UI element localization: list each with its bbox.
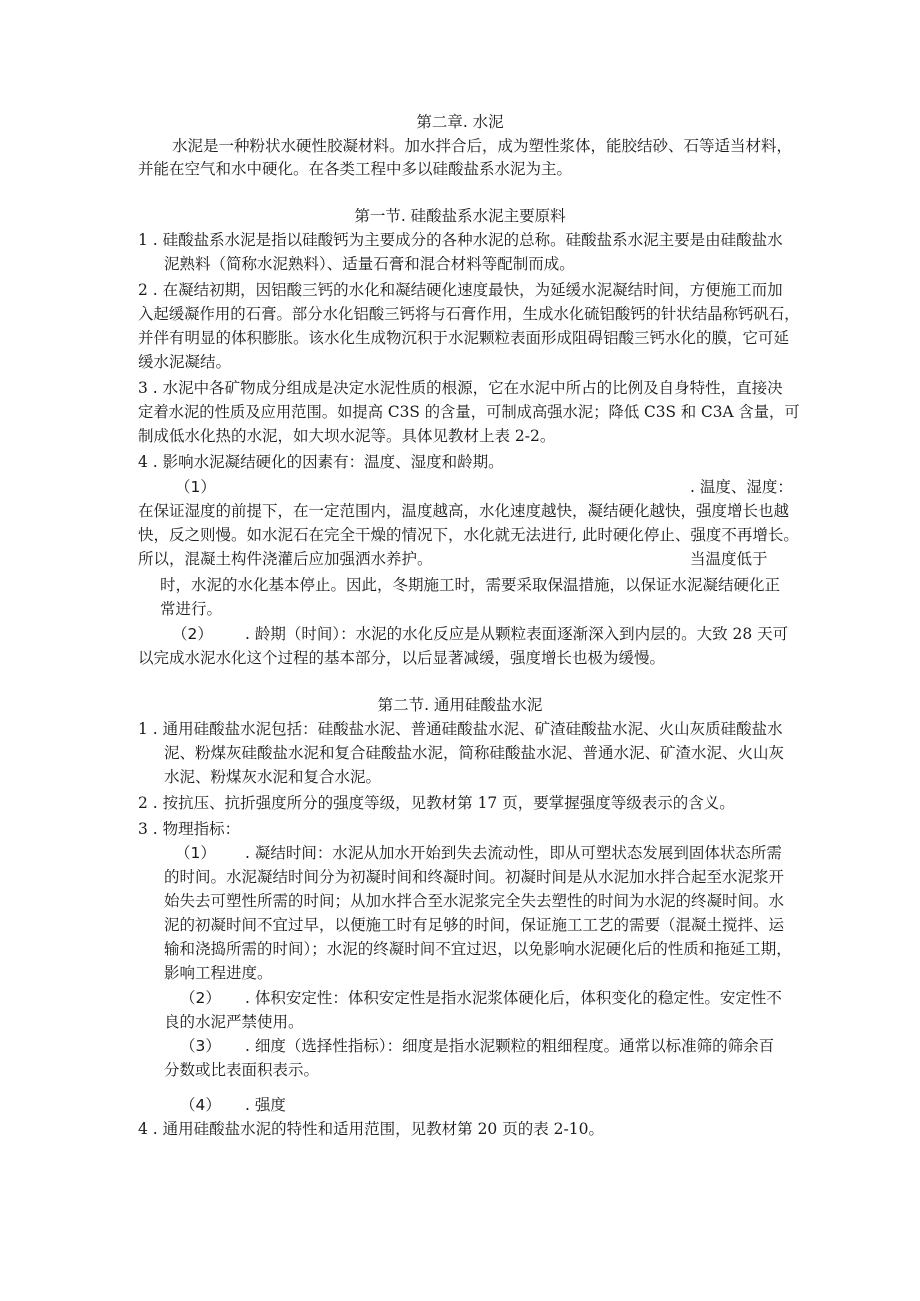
paragraph-line: 4 . 影响水泥凝结硬化的因素有：温度、湿度和龄期。 xyxy=(138,453,504,471)
paragraph-line: 泥、粉煤灰硅酸盐水泥和复合硅酸盐水泥，简称硅酸盐水泥、普通水泥、矿渣水泥、火山灰 xyxy=(164,744,785,762)
paragraph-line: 1 . 通用硅酸盐水泥包括：硅酸盐水泥、普通硅酸盐水泥、矿渣硅酸盐水泥、火山灰质硅酸盐水 xyxy=(138,720,783,738)
intro-line: 并能在空气和水中硬化。在各类工程中多以硅酸盐系水泥为主。 xyxy=(138,160,573,178)
paragraph-line: 影响工程进度。 xyxy=(164,964,273,982)
paragraph-line: . 龄期（时间）：水泥的水化反应是从颗粒表面逐渐深入到内层的。大致 28 天可 xyxy=(245,625,789,643)
paragraph-line: 入起缓凝作用的石膏。部分水化铝酸三钙将与石膏作用，生成水化硫铝酸钙的针状结晶称钙矾石， xyxy=(138,305,800,323)
paragraph-line: 4 . 通用硅酸盐水泥的特性和适用范围，见教材第 20 页的表 2-10。 xyxy=(138,1120,604,1138)
section-title: 第一节. 硅酸盐系水泥主要原料 xyxy=(354,207,566,225)
paragraph-line: 始失去可塑性所需的时间；从加水拌合至水泥浆完全失去塑性的时间为水泥的终凝时间。水 xyxy=(164,892,785,910)
paragraph-line: 2 . 在凝结初期，因铝酸三钙的水化和凝结硬化速度最快，为延缓水泥凝结时间，方便施工而加 xyxy=(138,281,783,299)
chapter-title: 第二章. 水泥 xyxy=(416,113,504,131)
paragraph-line: 1 . 硅酸盐系水泥是指以硅酸钙为主要成分的各种水泥的总称。硅酸盐系水泥主要是由硅酸盐水 xyxy=(138,231,783,249)
paragraph-line: 时，水泥的水化基本停止。因此，冬期施工时，需要采取保温措施，以保证水泥凝结硬化正 xyxy=(160,576,781,594)
item-number: （3） xyxy=(180,1037,221,1055)
paragraph-line: 所以，混凝土构件浇灌后应加强洒水养护。 xyxy=(138,550,433,568)
paragraph-line: 3 . 水泥中各矿物成分组成是决定水泥性质的根源，它在水泥中所占的比例及自身特性，直接决 xyxy=(138,379,783,397)
item-number: （4） xyxy=(180,1096,221,1114)
paragraph-line: 以完成水泥水化这个过程的基本部分，以后显著减缓，强度增长也极为缓慢。 xyxy=(138,649,666,667)
paragraph-line: 输和浇捣所需的时间）；水泥的终凝时间不宜过迟，以免影响水泥硬化后的性质和拖延工期， xyxy=(164,940,792,958)
item-title: . 温度、湿度： xyxy=(690,478,793,496)
paragraph-line: 常进行。 xyxy=(160,600,223,618)
paragraph-line: 水泥、粉煤灰水泥和复合水泥。 xyxy=(164,768,382,786)
item-number: （1） xyxy=(175,478,216,496)
paragraph-line: 定着水泥的性质及应用范围。如提高 C3S 的含量，可制成高强水泥；降低 C3S 和 C3A 含量，可 xyxy=(138,403,800,421)
item-number: （1） xyxy=(175,844,216,862)
paragraph-line: 分数或比表面积表示。 xyxy=(164,1061,320,1079)
intro-line: 水泥是一种粉状水硬性胶凝材料。加水拌合后，成为塑性浆体，能胶结砂、石等适当材料， xyxy=(172,137,793,155)
section-title: 第二节. 通用硅酸盐水泥 xyxy=(377,696,543,714)
paragraph-line: . 强度 xyxy=(245,1096,286,1114)
item-number: （2） xyxy=(180,989,221,1007)
paragraph-line: 并伴有明显的体积膨胀。该水化生成物沉积于水泥颗粒表面形成阻碍铝酸三钙水化的膜，它可延 xyxy=(138,329,790,347)
paragraph-line: 良的水泥严禁使用。 xyxy=(164,1013,304,1031)
paragraph-line: 3 . 物理指标： xyxy=(138,820,241,838)
paragraph-line: 泥熟料（简称水泥熟料）、适量石膏和混合材料等配制而成。 xyxy=(164,255,575,273)
paragraph-line: 泥的初凝时间不宜过早，以便施工时有足够的时间，保证施工工艺的需要（混凝土搅拌、运 xyxy=(164,916,785,934)
paragraph-line: 当温度低于 xyxy=(690,550,768,568)
paragraph-line: 的时间。水泥凝结时间分为初凝时间和终凝时间。初凝时间是从水泥加水拌合起至水泥浆开 xyxy=(164,868,785,886)
paragraph-line: 快，反之则慢。如水泥石在完全干燥的情况下，水化就无法进行, 此时硬化停止、强度不再增长。 xyxy=(138,526,799,544)
paragraph-line: . 细度（选择性指标）：细度是指水泥颗粒的粗细程度。通常以标准筛的筛余百 xyxy=(245,1037,775,1055)
item-number: （2） xyxy=(172,625,213,643)
paragraph-line: 制成低水化热的水泥，如大坝水泥等。具体见教材上表 2-2。 xyxy=(138,427,556,445)
paragraph-line: . 体积安定性：体积安定性是指水泥浆体硬化后，体积变化的稳定性。安定性不 xyxy=(245,989,782,1007)
paragraph-line: 缓水泥凝结。 xyxy=(138,353,232,371)
paragraph-line: 2 . 按抗压、抗折强度所分的强度等级，见教材第 17 页，要掌握强度等级表示的含义。 xyxy=(138,794,735,812)
paragraph-line: 在保证湿度的前提下，在一定范围内，温度越高，水化速度越快，凝结硬化越快，强度增长也越 xyxy=(138,502,790,520)
paragraph-line: . 凝结时间：水泥从加水开始到失去流动性，即从可塑状态发展到固体状态所需 xyxy=(245,844,782,862)
